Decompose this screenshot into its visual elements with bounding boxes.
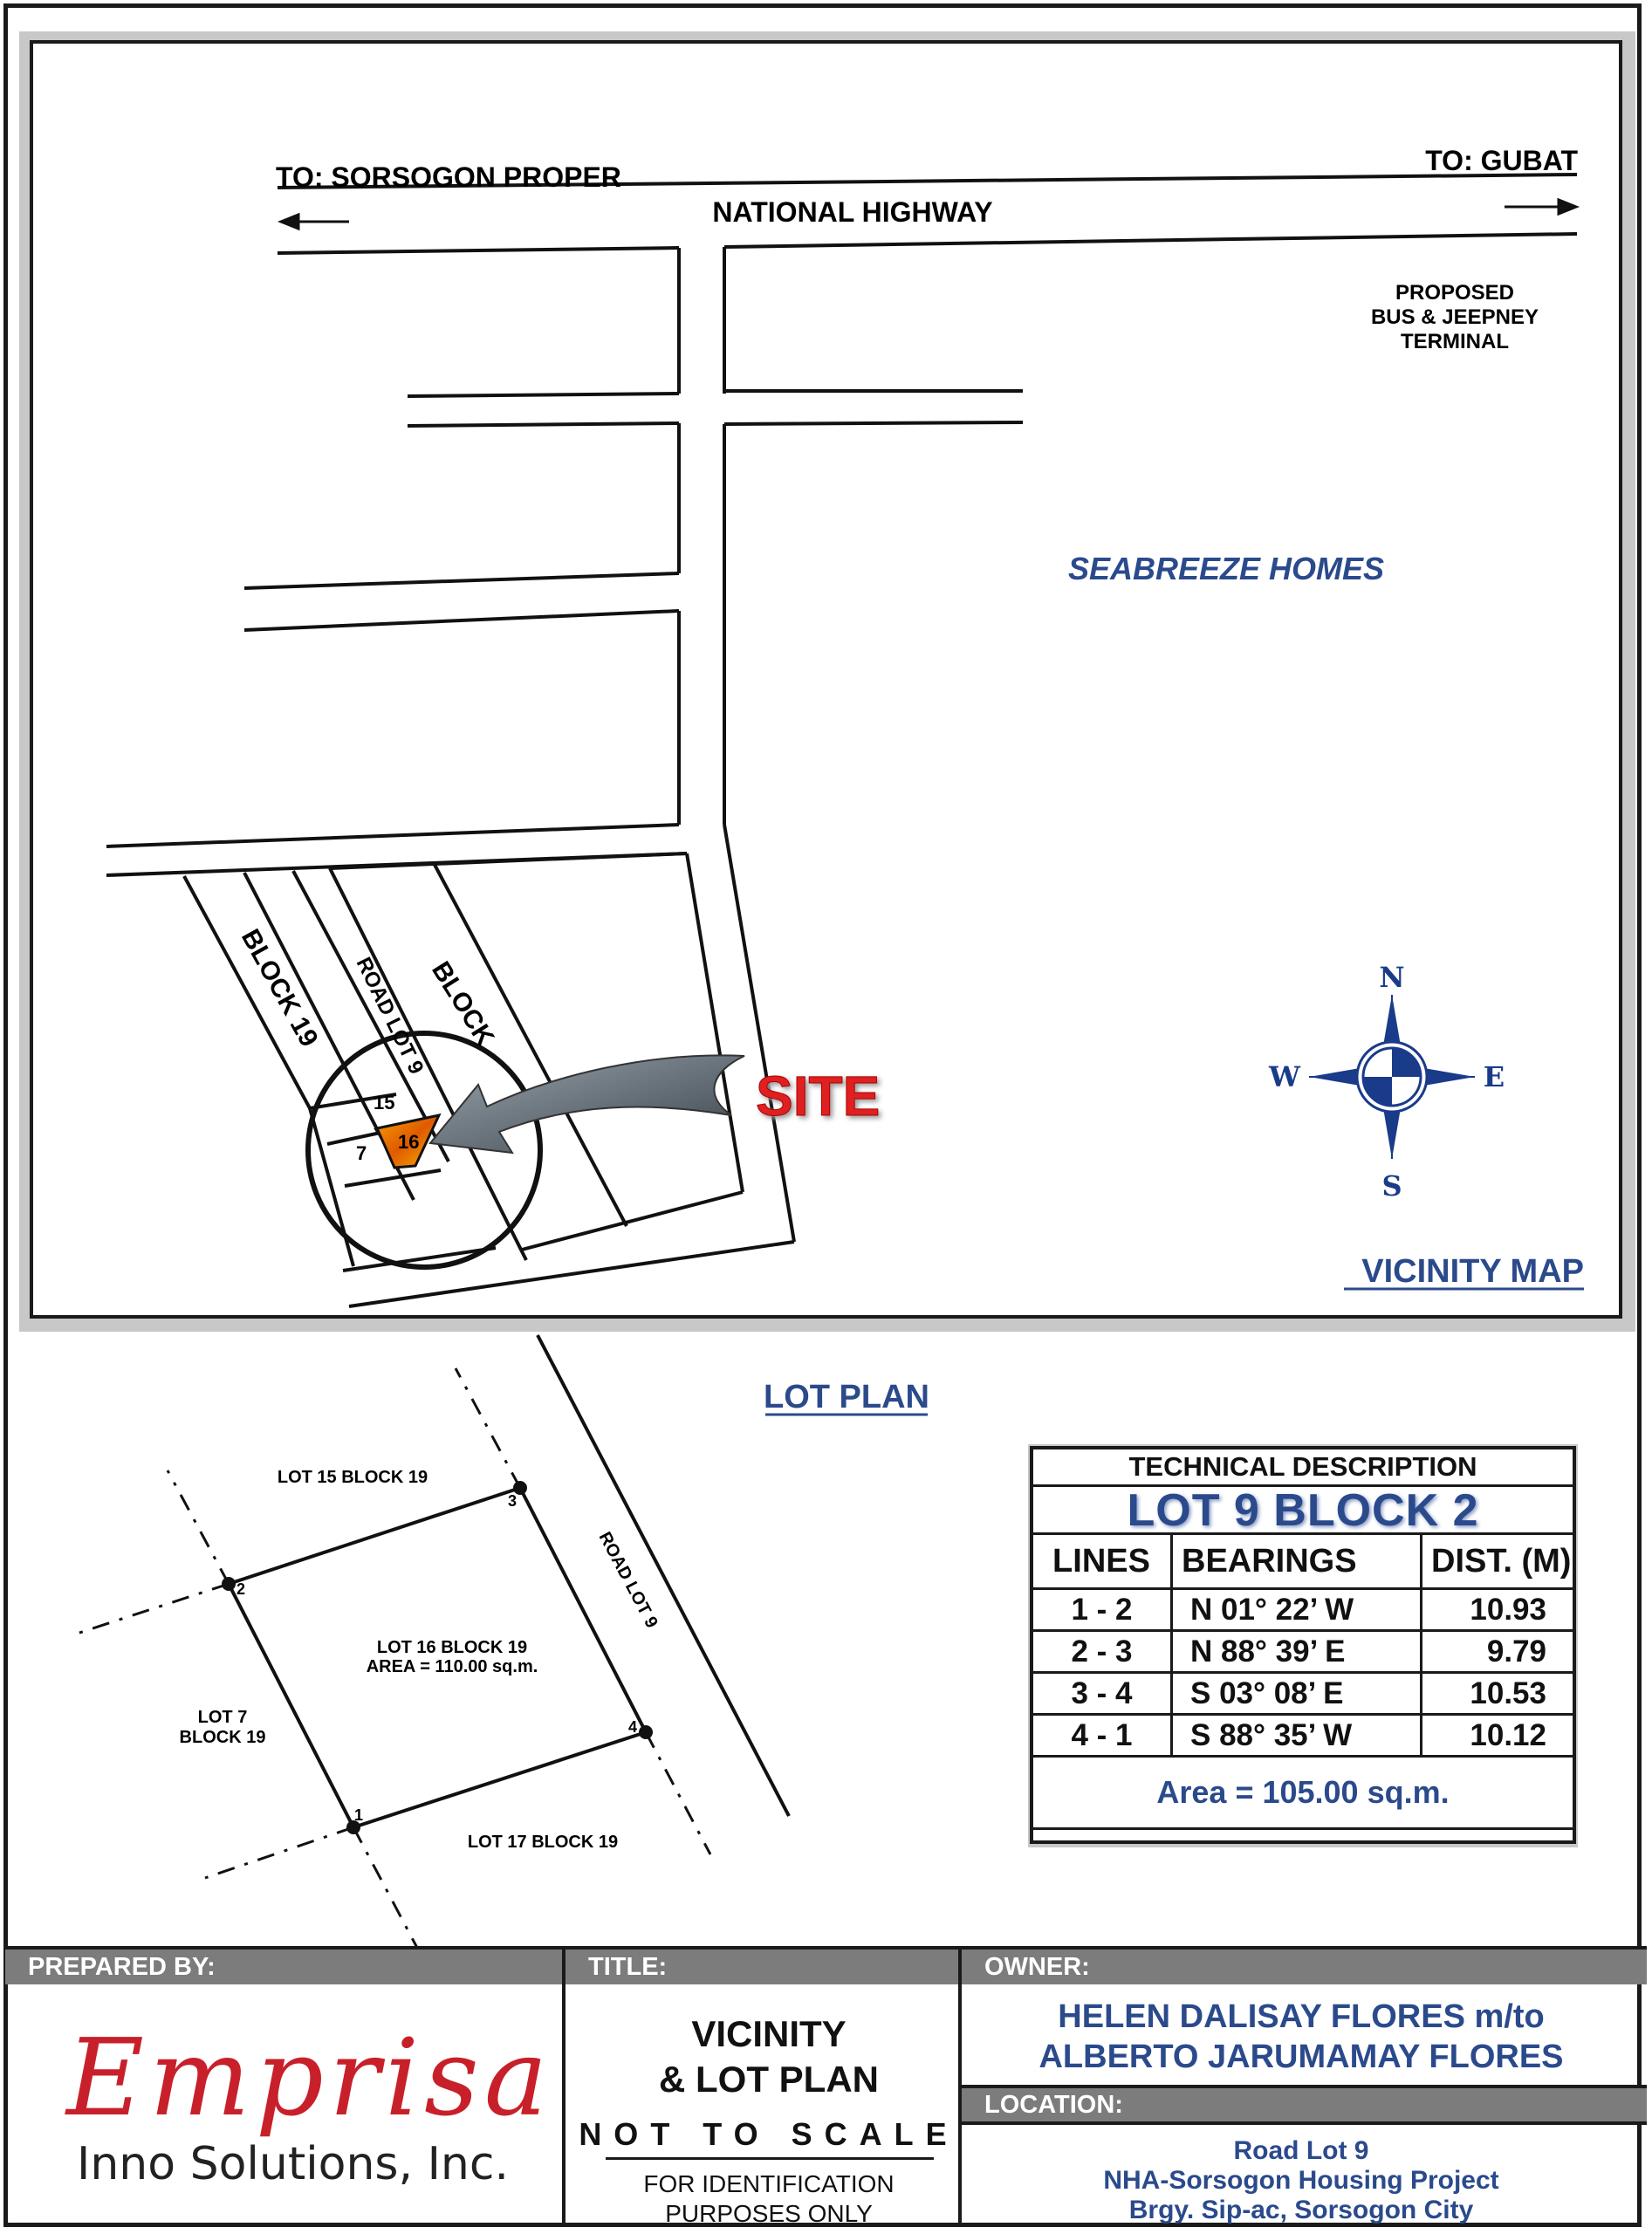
compass-n: N: [1379, 961, 1405, 994]
scale-underline: [606, 2157, 934, 2160]
site-label: SITE: [756, 1065, 881, 1127]
lot17-plan-label: LOT 17 BLOCK 19: [467, 1833, 619, 1852]
dist-cell: 9.79: [1422, 1631, 1573, 1673]
vicinity-map-title: VICINITY MAP: [1361, 1253, 1584, 1290]
table-row: [1033, 1631, 1573, 1673]
lot16-label: 16: [398, 1131, 420, 1153]
block19-label: BLOCK 19: [235, 924, 324, 1052]
compass-s: S: [1381, 1169, 1402, 1203]
tech-desc-lot: LOT 9 BLOCK 2: [1033, 1487, 1573, 1535]
identification-note: [564, 2169, 974, 2229]
bearing-cell: S 03° 08’ E: [1172, 1673, 1422, 1715]
table-row: [1033, 1673, 1573, 1715]
corner-2: 2: [236, 1580, 246, 1598]
corner-3: 3: [508, 1492, 518, 1510]
scale-note: NOT TO SCALE: [579, 2116, 959, 2152]
location-line1: Road Lot 9: [1233, 2136, 1369, 2165]
lot15-label: 15: [374, 1092, 395, 1114]
tech-desc-title: TECHNICAL DESCRIPTION: [1033, 1449, 1573, 1487]
col-bearings: BEARINGS: [1172, 1535, 1422, 1589]
prepared-by-header: PREPARED BY:: [5, 1950, 562, 1984]
location-line3: Brgy. Sip-ac, Sorsogon City: [1128, 2196, 1474, 2224]
lot7-label: 7: [356, 1142, 367, 1164]
col-lines: LINES: [1033, 1535, 1172, 1589]
subdivision-label: SEABREEZE HOMES: [1067, 551, 1385, 586]
id-note-line1: FOR IDENTIFICATION: [643, 2170, 895, 2197]
compass-w: W: [1269, 1060, 1300, 1093]
drawing-title-line2: & LOT PLAN: [659, 2059, 879, 2100]
bearings-table: [1033, 1535, 1573, 1758]
location-line2: NHA-Sorsogon Housing Project: [1103, 2166, 1499, 2195]
subject-lot-label: LOT 16 BLOCK 19: [376, 1638, 528, 1657]
location-header: LOCATION:: [962, 2088, 1647, 2121]
lot7-plan-label-line1: LOT 7: [197, 1708, 248, 1727]
corner-4: 4: [628, 1718, 638, 1736]
company-logo: Emprisa: [66, 2016, 553, 2140]
terminal-label-line1: PROPOSED: [1395, 281, 1515, 305]
table-row: [1033, 1715, 1573, 1757]
tech-desc-area: Area = 105.00 sq.m.: [1033, 1758, 1573, 1830]
technical-description-table: [1030, 1446, 1576, 1844]
to-sorsogon-label: TO: SORSOGON PROPER: [276, 161, 621, 193]
drawing-title-line1: VICINITY: [691, 2013, 847, 2054]
line-cell: 2 - 3: [1033, 1631, 1172, 1673]
compass-rose: [1309, 995, 1475, 1159]
line-cell: 3 - 4: [1033, 1673, 1172, 1715]
terminal-label-line2: BUS & JEEPNEY: [1370, 305, 1539, 329]
bearing-cell: N 88° 39’ E: [1172, 1631, 1422, 1673]
drawing-title: [564, 2011, 974, 2102]
divider: [958, 2121, 1647, 2125]
bearing-cell: S 88° 35’ W: [1172, 1715, 1422, 1757]
id-note-line2: PURPOSES ONLY: [665, 2200, 873, 2227]
divider: [958, 2085, 1647, 2088]
site-pointer-arrow: [430, 1055, 744, 1153]
owner-name: [961, 1997, 1642, 2077]
bearing-cell: N 01° 22’ W: [1172, 1589, 1422, 1631]
dist-cell: 10.53: [1422, 1673, 1573, 1715]
block-label: BLOCK: [426, 956, 500, 1052]
location-text: [961, 2136, 1642, 2225]
line-cell: 4 - 1: [1033, 1715, 1172, 1757]
owner-header: OWNER:: [962, 1950, 1647, 1984]
table-header-row: [1033, 1535, 1573, 1589]
line-cell: 1 - 2: [1033, 1589, 1172, 1631]
dist-cell: 10.93: [1422, 1589, 1573, 1631]
lot7-plan-label-line2: BLOCK 19: [179, 1728, 266, 1747]
terminal-label-line3: TERMINAL: [1401, 330, 1509, 353]
title-header: TITLE:: [566, 1950, 958, 1984]
subject-area-label: AREA = 110.00 sq.m.: [366, 1657, 538, 1676]
col-dist: DIST. (M): [1422, 1535, 1573, 1589]
lot15-plan-label: LOT 15 BLOCK 19: [277, 1468, 428, 1487]
corner-1: 1: [354, 1806, 364, 1824]
road-lot-label: ROAD LOT 9: [351, 953, 428, 1079]
highway-label: NATIONAL HIGHWAY: [712, 196, 993, 228]
owner-line2: ALBERTO JARUMAMAY FLORES: [1038, 2039, 1564, 2075]
table-row: [1033, 1589, 1573, 1631]
road-lot-plan-label: ROAD LOT 9: [594, 1529, 661, 1632]
compass-e: E: [1483, 1060, 1505, 1093]
to-gubat-label: TO: GUBAT: [1425, 145, 1578, 176]
road-network: [106, 175, 1577, 1306]
company-subtitle: Inno Solutions, Inc.: [77, 2138, 509, 2190]
dist-cell: 10.12: [1422, 1715, 1573, 1757]
lot-plan-title: LOT PLAN: [764, 1379, 929, 1415]
title-block: [5, 1946, 1647, 2227]
owner-line1: HELEN DALISAY FLORES m/to: [1058, 1998, 1545, 2035]
